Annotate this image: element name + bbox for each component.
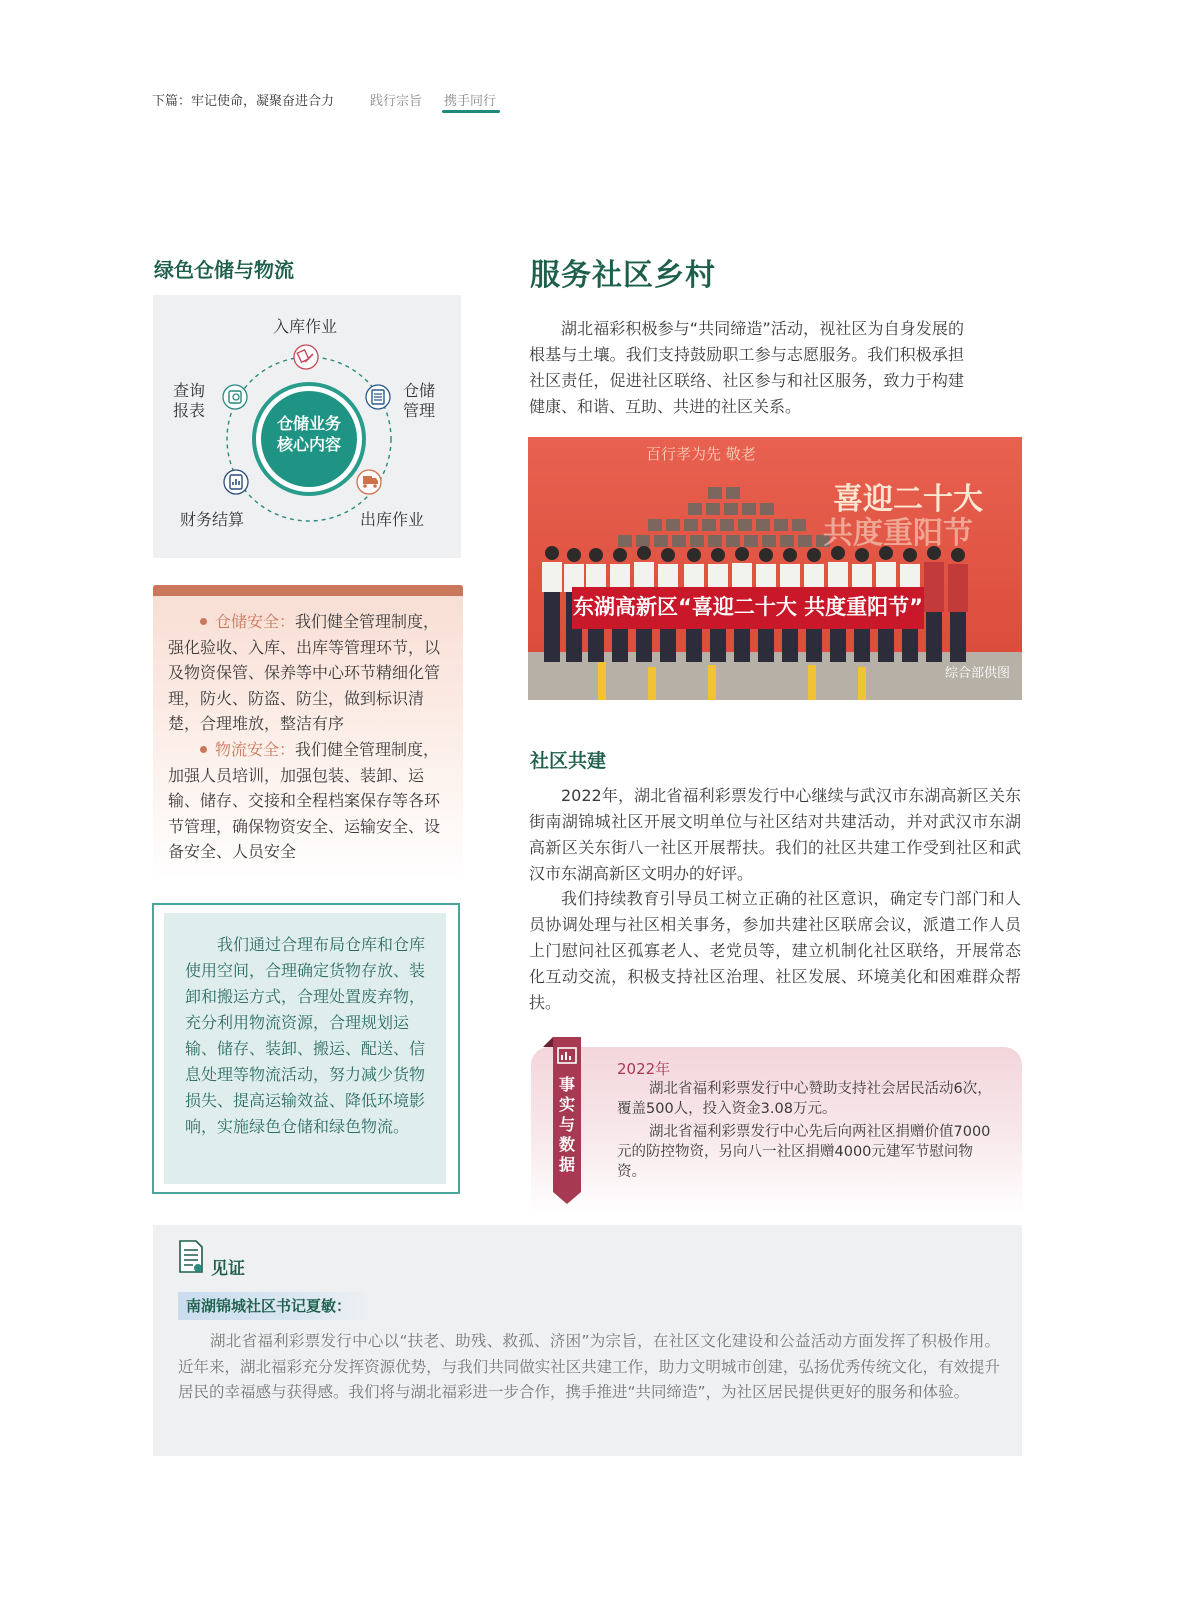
page-title: 服务社区乡村 (530, 258, 716, 293)
board-top-text: 百行孝为先 敬老 (646, 445, 756, 463)
label-outbound: 出库作业 (360, 510, 425, 529)
facts-and-data-box (531, 1047, 1022, 1215)
calculator-icon (224, 470, 248, 494)
community-building-heading: 社区共建 (530, 750, 607, 772)
facts-year: 2022年 (617, 1060, 671, 1078)
chart-icon (553, 1045, 581, 1069)
photo-graphic (528, 437, 1022, 700)
report-icon (223, 385, 247, 409)
label-inbound: 入库作业 (273, 317, 338, 336)
witness-speaker: 南湖锦城社区书记夏敏： (178, 1292, 369, 1320)
tab-practice-purpose[interactable]: 践行宗旨 (370, 94, 423, 109)
top-navigation (152, 90, 572, 120)
community-event-photo (528, 437, 1022, 700)
witness-title: 见证 (211, 1259, 245, 1279)
label-query: 查询 报表 (173, 381, 206, 420)
community-paragraph-1: 2022年，湖北省福利彩票发行中心继续与武汉市东湖高新区关东街南湖锦城社区开展文明单位与社区结对共建活动，并对武汉市东湖高新区关东街八一社区开展帮扶。我们的社区共建工作受到社区和武汉市东湖高新区文明办的好评。 (529, 786, 1021, 883)
document-icon (177, 1239, 205, 1275)
board-text-line1: 喜迎二十大 (833, 482, 983, 517)
community-paragraph-2: 我们持续教育引导员工树立正确的社区意识，确定专门部门和人员协调处理与社区相关事务，参加共建社区联席会议，派遣工作人员上门慰问社区孤寡老人、老党员等，建立机制化社区联络，开展常态化互动交流，积极支持社区治理、社区发展、环境美化和困难群众帮扶。 (529, 889, 1021, 1012)
ribbon-fold (543, 1037, 553, 1047)
bullet-dot (200, 618, 207, 625)
tab-walk-together[interactable]: 携手同行 (444, 94, 497, 109)
label-storage: 仓储 管理 (403, 381, 436, 420)
logistics-safety-paragraph: 物流安全：我们健全管理制度，加强人员培训，加强包装、装卸、运输、储存、交接和全程档案保存等各环节管理，确保物资安全、运输安全、设备安全、人员安全 (168, 740, 441, 861)
green-logistics-box (152, 903, 460, 1194)
panel-top-bar (153, 585, 463, 596)
truck-icon (357, 470, 381, 494)
warehouse-safety-paragraph: 仓储安全：我们健全管理制度，强化验收、入库、出库等管理环节，以及物资保管、保养等中心环节精细化管理，防火、防盗、防尘，做到标识清楚，合理堆放，整洁有序 (168, 612, 441, 733)
active-tab-underline (442, 110, 500, 113)
section-title: 下篇：牢记使命，凝聚奋进合力 (152, 94, 335, 109)
witness-panel (153, 1225, 1022, 1456)
warehouse-core-diagram (153, 295, 461, 558)
bullet-dot (200, 746, 207, 753)
intro-paragraph: 湖北福彩积极参与“共同缔造”活动，视社区为自身发展的根基与土壤。我们支持鼓励职工参与志愿服务。我们积极承担社区责任，促进社区联络、社区参与和社区服务，致力于构建健康、和谐、互助、共进的社区关系。 (529, 319, 964, 416)
witness-quote: 湖北省福利彩票发行中心以“扶老、助残、救孤、济困”为宗旨，在社区文化建设和公益活动方面发挥了积极作用。近年来，湖北福彩充分发挥资源优势，与我们共同做实社区共建工作，助力文明城市创建，弘扬优秀传统文化，有效提升居民的幸福感与获得感。我们将与湖北福彩进一步合作，携手推进“共同缔造”，为社区居民提供更好的服务和体验。 (178, 1332, 1000, 1401)
board-text-line2: 共度重阳节 (823, 516, 973, 551)
label-finance: 财务结算 (180, 510, 245, 529)
ribbon-tip (553, 1192, 581, 1204)
photo-caption: 综合部供图 (944, 666, 1010, 681)
inbound-icon (294, 345, 318, 369)
green-logistics-heading: 绿色仓储与物流 (154, 258, 294, 282)
diagram-center-label: 仓储业务 核心内容 (276, 414, 341, 454)
fact-1: 湖北省福利彩票发行中心赞助支持社会居民活动6次，覆盖500人，投入资金3.08万元。 (617, 1081, 992, 1117)
banner-text: 东湖高新区“喜迎二十大 共度重阳节” (573, 595, 923, 619)
facts-ribbon-label: 事 实 与 数 据 (558, 1075, 575, 1174)
green-logistics-box-inner (164, 913, 446, 1184)
green-logistics-text: 我们通过合理布局仓库和仓库使用空间，合理确定货物存放、装卸和搬运方式，合理处置废弃物，充分利用物流资源，合理规划运输、储存、装卸、搬运、配送、信息处理等物流活动，努力减少货物损失、提高运输效益、降低环境影响，实施绿色仓储和绿色物流。 (185, 935, 426, 1136)
warehouse-list-icon (366, 385, 390, 409)
fact-2: 湖北省福利彩票发行中心先后向两社区捐赠价值7000元的防控物资，另向八一社区捐赠4000元建军节慰问物资。 (617, 1124, 991, 1180)
safety-panel (153, 585, 463, 880)
